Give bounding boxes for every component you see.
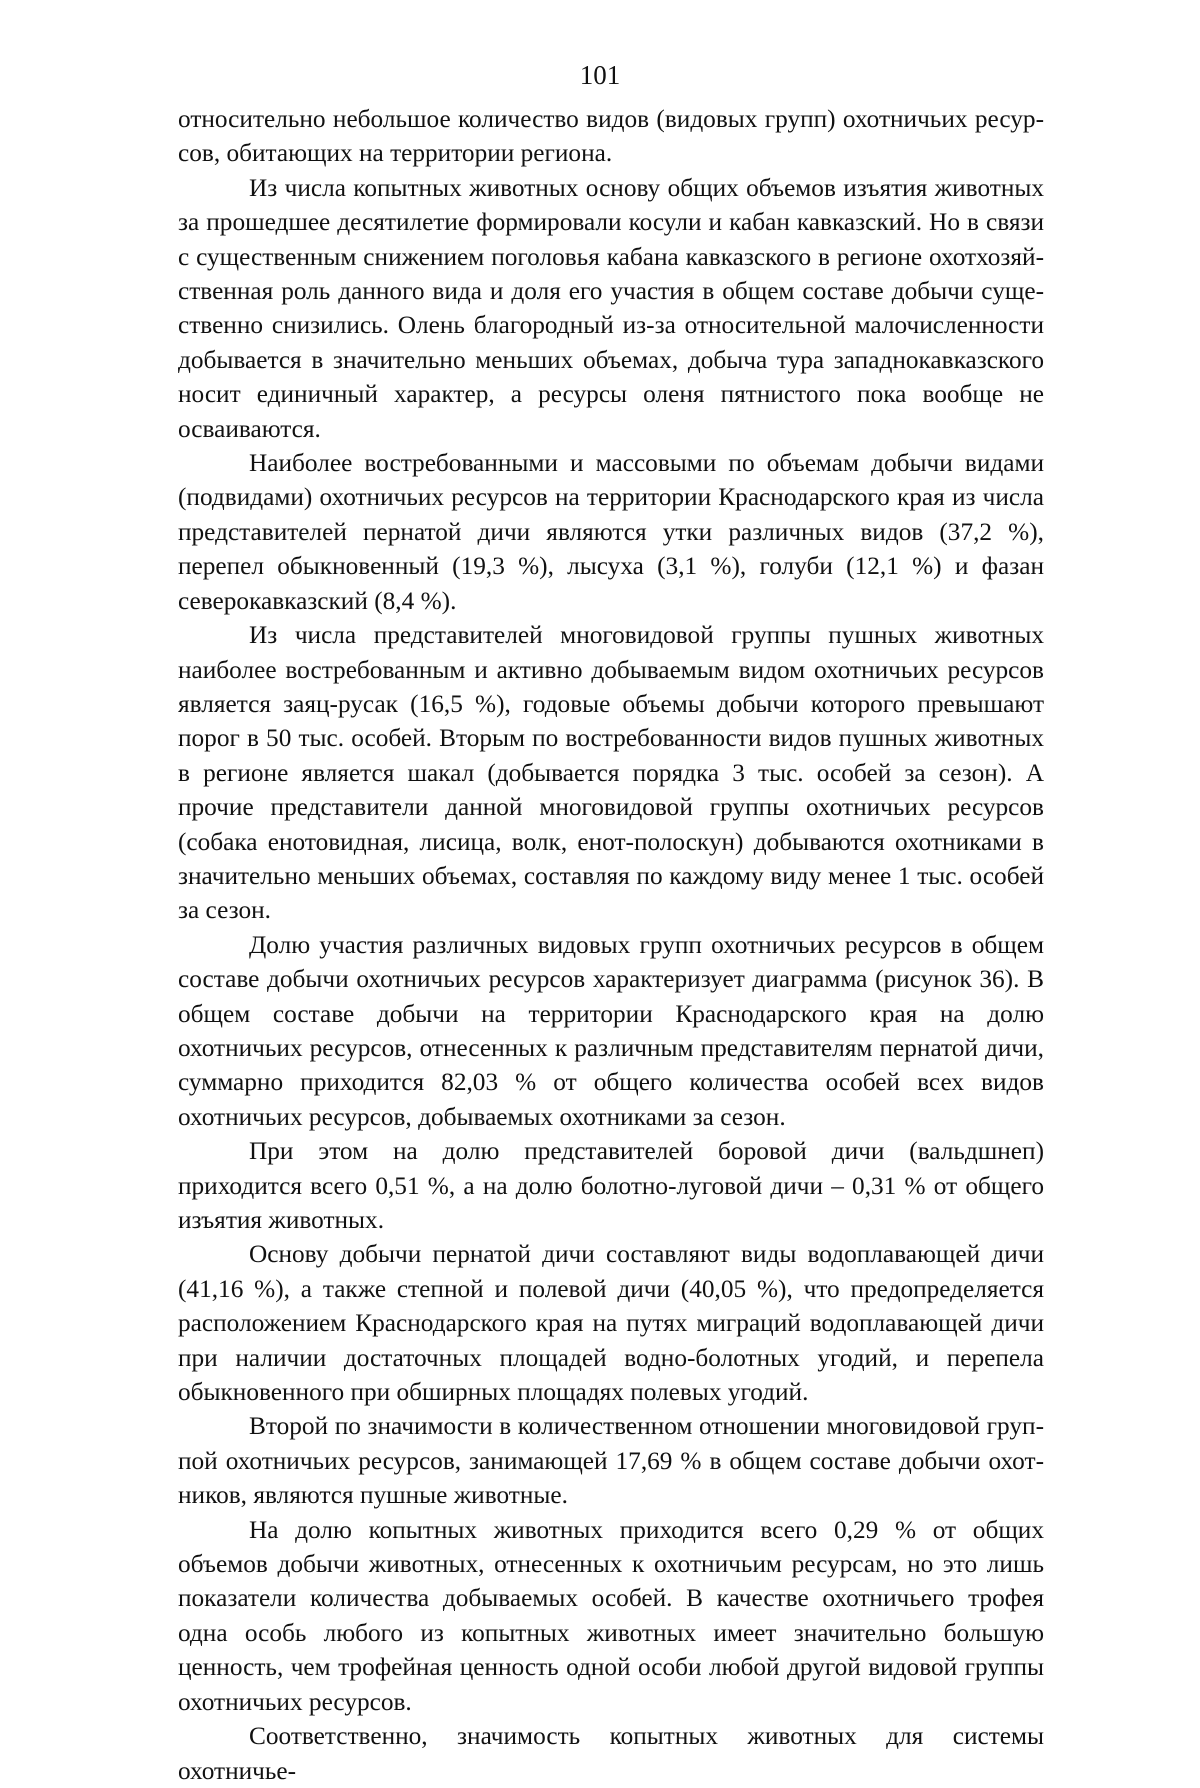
paragraph-fur-animals: Из числа представителей многовидовой группы пушных животных наиболее востребованным и активно добываемым видом охотничьих ресурсов является заяц-русак (16,5 %), годовые объемы добычи которого превышают порог в 50 тыс. особей. Вторым по востребованности видов пушных животных в регионе является шакал (добывается порядка 3 тыс. особей за сезон). А прочие представители данной многовидовой группы охотничьих ресурсов (собака енотовидная, лисица, волк, енот-полоскун) добываются охотниками в значительно меньших объемах, составляя по каждому виду менее 1 тыс. особей за сезон. — [178, 621, 1044, 925]
paragraph-ungulates-share: На долю копытных животных приходится всего 0,29 % от общих объемов добычи животных, отнесенных к охотничьим ресурсам, но это лишь показатели количества добываемых особей. В качестве охотничьего трофея одна особь любого из копытных животных имеет значительно большую ценность, чем трофейная ценность одной особи любой другой видовой группы охотничьих ресурсов. — [178, 1515, 1044, 1716]
paragraph-fur-group: Второй по значимости в количественном отношении многовидовой группой охотничьих ресурсов, занимающей 17,69 % в общем составе добычи охотников, являются пушные животные. — [178, 1412, 1044, 1510]
paragraph-waterfowl: Основу добычи пернатой дичи составляют виды водоплавающей дичи (41,16 %), а также степной и полевой дичи (40,05 %), что предопределяется расположением Краснодарского края на путях миграций водоплавающей дичи при наличии достаточных площадей водно-болотных угодий, и перепела обыкновенного при обширных площадях полевых угодий. — [178, 1240, 1044, 1407]
paragraph-ungulates-intro: Из числа копытных животных основу общих объемов изъятия животных за прошедшее десятилетие формировали косули и кабан кавказский. Но в связи с существенным снижением поголовья кабана кавказского в регионе охотхозяйственная роль данного вида и доля его участия в общем составе добычи существенно снизились. Олень благородный из-за относительной малочисленности добывается в значительно меньших объемах, добыча тура западнокавказского носит единичный характер, а ресурсы оленя пятнистого пока вообще не осваиваются. — [178, 173, 1044, 443]
paragraph-continuation: относительно небольшое количество видов (видовых групп) охотничьих ресурсов, обитающих на территории региона. — [178, 105, 1044, 168]
paragraph-species-share: Долю участия различных видовых групп охотничьих ресурсов в общем составе добычи охотничьих ресурсов характеризует диаграмма (рисунок 36). В общем составе добычи на территории Краснодарского края на долю охотничьих ресурсов, отнесенных к различным представителям пернатой дичи, суммарно приходится 82,03 % от общего количества особей всех видов охотничьих ресурсов, добываемых охотниками за сезон. — [178, 930, 1044, 1131]
page-number: 101 — [579, 60, 621, 90]
paragraph-feathered-game: Наиболее востребованными и массовыми по объемам добычи видами (подвидами) охотничьих ресурсов на территории Краснодарского края из числа представителей пернатой дичи являются утки различных видов (37,2 %), перепел обыкновенный (19,3 %), лысуха (3,1 %), голуби (12,1 %) и фазан северокавказский (8,4 %). — [178, 449, 1044, 615]
paragraph-forest-game: При этом на долю представителей боровой дичи (вальдшнеп) приходится всего 0,51 %, а на долю болотно-луговой дичи – 0,31 % от общего изъятия животных. — [178, 1137, 1044, 1234]
paragraph-conclusion: Соответственно, значимость копытных животных для системы охотничье- — [178, 1722, 1044, 1785]
body-text — [178, 102, 1044, 1788]
